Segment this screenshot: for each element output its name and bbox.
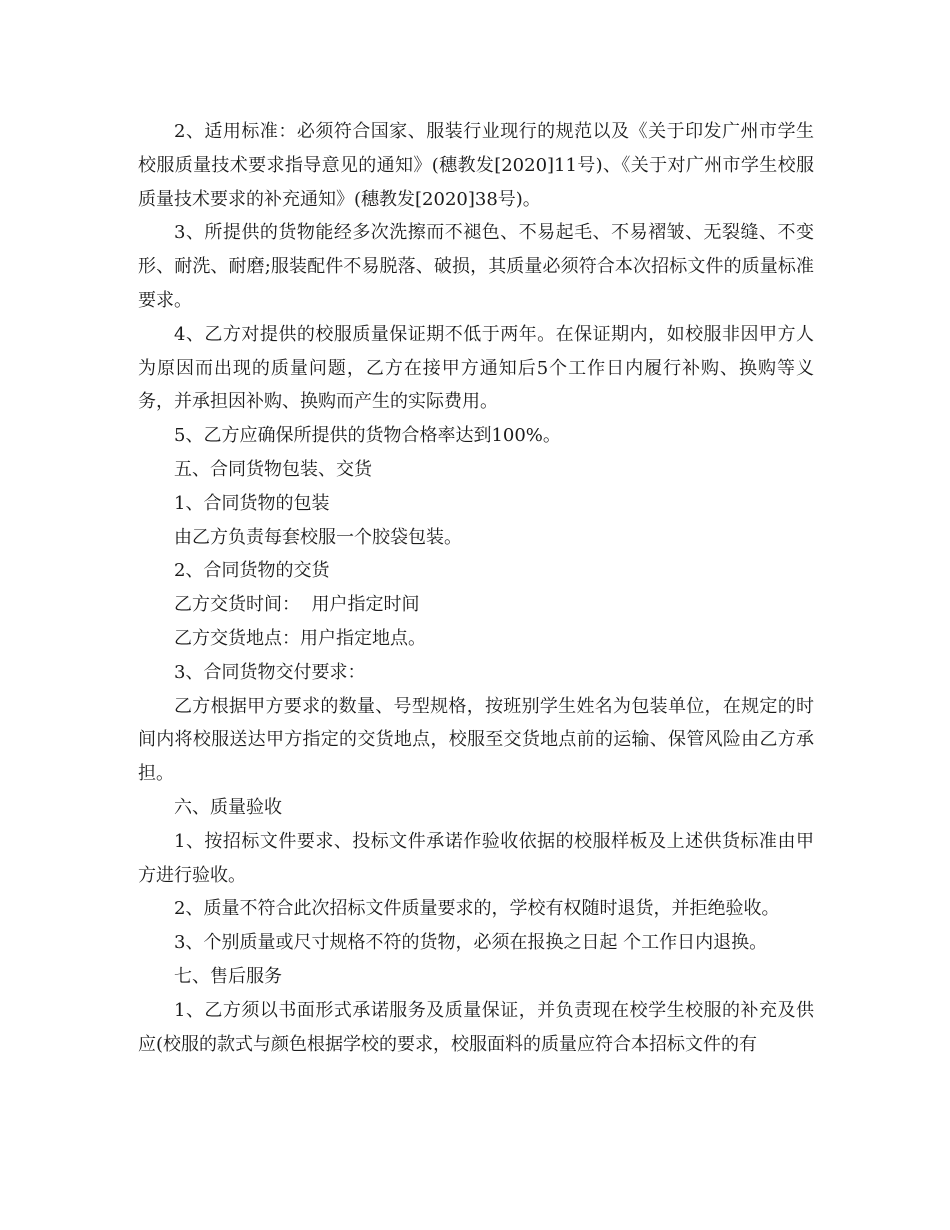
paragraph-delivery-time: 乙方交货时间： 用户指定时间 <box>174 594 420 616</box>
paragraph-delivery-requirements: 乙方根据甲方要求的数量、号型规格，按班别学生姓名为包装单位，在规定的时间内将校服送达甲方指定的交货地点，校服至交货地点前的运输、保管风险由乙方承担。 <box>138 695 814 785</box>
paragraph-delivery-location: 乙方交货地点：用户指定地点。 <box>174 627 426 649</box>
section-heading-after-sales: 七、售后服务 <box>174 965 282 987</box>
paragraph-acceptance-basis: 1、按招标文件要求、投标文件承诺作验收依据的校服样板及上述供货标准由甲方进行验收。 <box>138 830 814 886</box>
paragraph-washing-quality: 3、所提供的货物能经多次洗擦而不褪色、不易起毛、不易褶皱、无裂缝、不变形、耐洗、耐磨;服装配件不易脱落、破损，其质量必须符合本次招标文件的质量标准要求。 <box>138 222 814 311</box>
paragraph-warranty: 4、乙方对提供的校服质量保证期不低于两年。在保证期内，如校服非因甲方人为原因而出现的质量问题，乙方在接甲方通知后5个工作日内履行补购、换购等义务，并承担因补购、换购而产生的实际费用。 <box>138 323 814 413</box>
section-heading-quality-acceptance: 六、质量验收 <box>174 796 282 818</box>
paragraph-standards: 2、适用标准：必须符合国家、服装行业现行的规范以及《关于印发广州市学生校服质量技术要求指导意见的通知》(穗教发[2020]11号)、《关于对广州市学生校服质量技术要求的补充通知》(穗教发[2020]38号)。 <box>138 121 814 210</box>
paragraph-pass-rate: 5、乙方应确保所提供的货物合格率达到100%。 <box>174 425 561 447</box>
subheading-packaging: 1、合同货物的包装 <box>174 492 330 514</box>
paragraph-after-sales-commitment: 1、乙方须以书面形式承诺服务及质量保证，并负责现在校学生校服的补充及供应(校服的款式与颜色根据学校的要求，校服面料的质量应符合本招标文件的有 <box>138 999 814 1055</box>
paragraph-return-right: 2、质量不符合此次招标文件质量要求的，学校有权随时退货，并拒绝验收。 <box>174 898 780 920</box>
section-heading-packaging-delivery: 五、合同货物包装、交货 <box>174 458 372 480</box>
paragraph-exchange: 3、个别质量或尺寸规格不符的货物，必须在报换之日起 个工作日内退换。 <box>174 932 768 954</box>
subheading-delivery: 2、合同货物的交货 <box>174 560 330 582</box>
subheading-delivery-requirements: 3、合同货物交付要求： <box>174 661 366 683</box>
document-body <box>138 115 814 1061</box>
paragraph-packaging: 由乙方负责每套校服一个胶袋包装。 <box>174 526 462 548</box>
